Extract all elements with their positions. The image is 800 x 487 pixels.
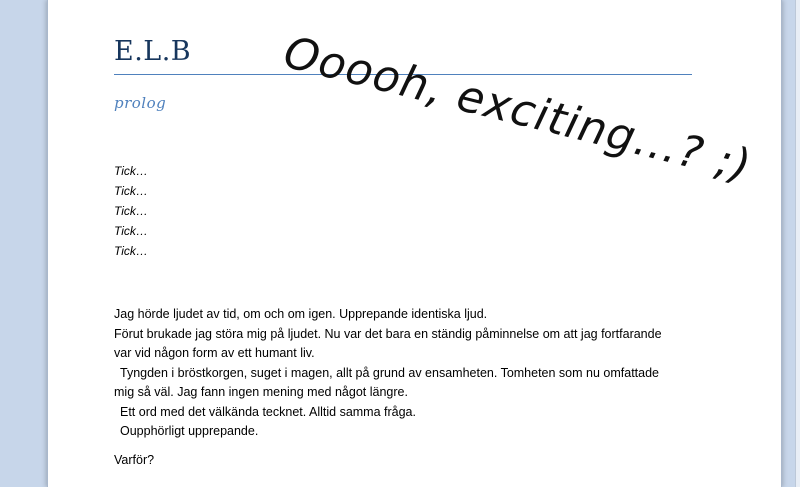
vertical-scrollbar[interactable] xyxy=(795,0,800,487)
body-line: Jag hörde ljudet av tid, om och om igen. Upprepande identiska ljud. xyxy=(114,307,488,321)
tick-line: Tick… xyxy=(114,204,148,218)
body-line: Oupphörligt upprepande. xyxy=(120,424,259,438)
tick-line: Tick… xyxy=(114,244,148,258)
tick-line: Tick… xyxy=(114,224,148,238)
tick-line: Tick… xyxy=(114,184,148,198)
body-line: Tyngden i bröstkorgen, suget i magen, allt på grund av ensamheten. Tomheten som nu omfattade xyxy=(120,365,659,380)
body-line: Förut brukade jag störa mig på ljudet. Nu var det bara en ständig påminnelse om att jag fortfarande xyxy=(114,326,662,341)
document-title: E.L.B xyxy=(114,36,192,67)
body-line: Ett ord med det välkända tecknet. Alltid samma fråga. xyxy=(120,404,416,419)
body-line: var vid någon form av ett humant liv. xyxy=(114,346,315,360)
document-subtitle: prolog xyxy=(114,94,167,112)
body-line: mig så väl. Jag fann ingen mening med något längre. xyxy=(114,385,408,399)
tick-list xyxy=(114,161,148,261)
closing-line: Varför? xyxy=(114,452,155,467)
body-text xyxy=(114,305,714,470)
tick-line: Tick… xyxy=(114,164,148,178)
handwritten-annotation: Ooooh, exciting...? ;) xyxy=(278,26,757,193)
